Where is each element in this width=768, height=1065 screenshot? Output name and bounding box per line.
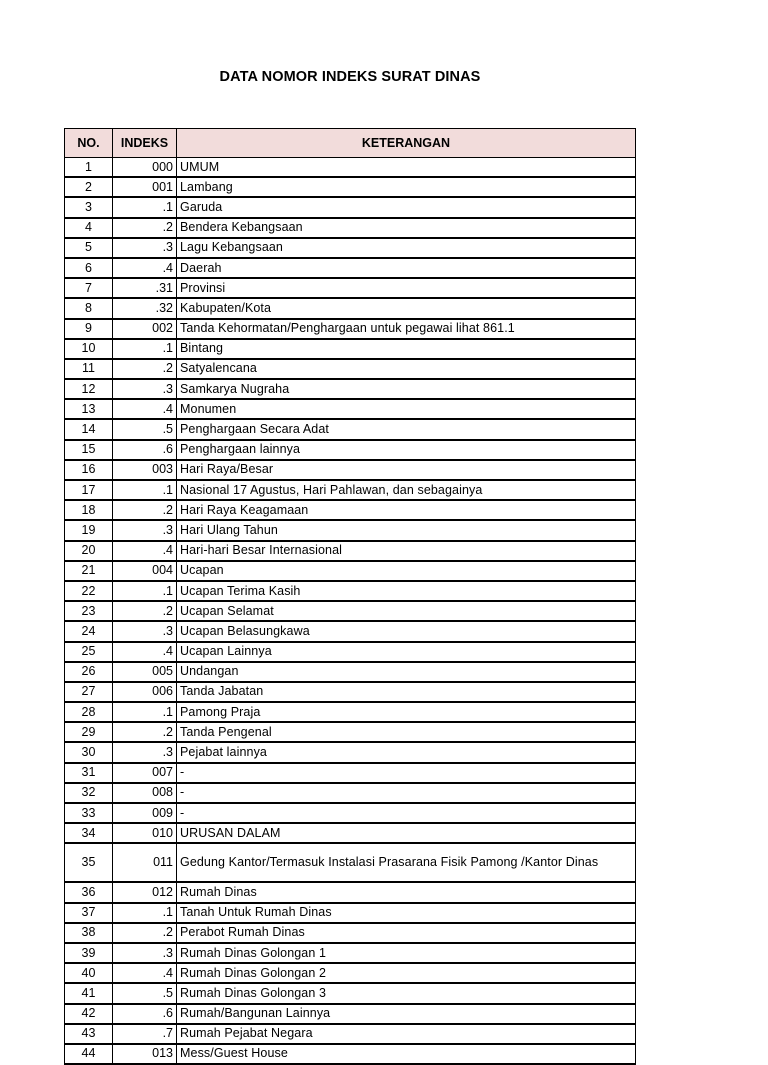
row-number-cell: 29 xyxy=(65,722,113,742)
row-indeks-cell: .4 xyxy=(113,258,177,278)
row-number-cell: 13 xyxy=(65,399,113,419)
row-number-cell: 32 xyxy=(65,783,113,803)
row-indeks-cell: 008 xyxy=(113,783,177,803)
row-number-cell: 33 xyxy=(65,803,113,823)
row-keterangan-cell: - xyxy=(177,763,636,783)
row-indeks-cell: .3 xyxy=(113,742,177,762)
row-indeks-cell: .1 xyxy=(113,702,177,722)
table-row xyxy=(65,278,636,298)
row-indeks-cell: 001 xyxy=(113,177,177,197)
row-number-cell: 26 xyxy=(65,662,113,682)
row-indeks-cell: .2 xyxy=(113,359,177,379)
table-row xyxy=(65,258,636,278)
table-row xyxy=(65,379,636,399)
row-keterangan-cell: Tanda Kehormatan/Penghargaan untuk pegawai lihat 861.1 xyxy=(177,319,636,339)
index-table xyxy=(64,128,636,1065)
row-number-cell: 37 xyxy=(65,903,113,923)
row-keterangan-cell: Hari Raya Keagamaan xyxy=(177,500,636,520)
row-number-cell: 23 xyxy=(65,601,113,621)
row-keterangan-cell: Rumah Dinas xyxy=(177,882,636,902)
row-indeks-cell: 005 xyxy=(113,662,177,682)
row-indeks-cell: .6 xyxy=(113,1004,177,1024)
column-header-indeks: INDEKS xyxy=(113,129,177,158)
row-keterangan-cell: Lambang xyxy=(177,177,636,197)
row-keterangan-cell: Undangan xyxy=(177,662,636,682)
row-number-cell: 16 xyxy=(65,460,113,480)
table-row xyxy=(65,339,636,359)
row-number-cell: 21 xyxy=(65,561,113,581)
row-number-cell: 42 xyxy=(65,1004,113,1024)
row-number-cell: 36 xyxy=(65,882,113,902)
table-row xyxy=(65,983,636,1003)
row-number-cell: 31 xyxy=(65,763,113,783)
table-body xyxy=(65,158,636,1065)
row-keterangan-cell: Ucapan Selamat xyxy=(177,601,636,621)
row-keterangan-cell: - xyxy=(177,783,636,803)
row-number-cell: 43 xyxy=(65,1024,113,1044)
row-indeks-cell: .2 xyxy=(113,601,177,621)
row-number-cell: 38 xyxy=(65,923,113,943)
row-keterangan-cell: UMUM xyxy=(177,158,636,178)
table-row xyxy=(65,843,636,882)
row-indeks-cell: .31 xyxy=(113,278,177,298)
row-number-cell: 3 xyxy=(65,197,113,217)
row-number-cell: 10 xyxy=(65,339,113,359)
table-row xyxy=(65,480,636,500)
table-row xyxy=(65,621,636,641)
row-indeks-cell: .1 xyxy=(113,480,177,500)
table-row xyxy=(65,500,636,520)
table-row xyxy=(65,541,636,561)
row-indeks-cell: 010 xyxy=(113,823,177,843)
table-row xyxy=(65,440,636,460)
row-keterangan-cell: Lagu Kebangsaan xyxy=(177,238,636,258)
table-row xyxy=(65,662,636,682)
row-keterangan-cell: Rumah Dinas Golongan 2 xyxy=(177,963,636,983)
row-keterangan-cell: Nasional 17 Agustus, Hari Pahlawan, dan sebagainya xyxy=(177,480,636,500)
row-keterangan-cell: URUSAN DALAM xyxy=(177,823,636,843)
row-number-cell: 7 xyxy=(65,278,113,298)
row-indeks-cell: .4 xyxy=(113,963,177,983)
row-indeks-cell: .5 xyxy=(113,419,177,439)
table-row xyxy=(65,158,636,178)
row-indeks-cell: 000 xyxy=(113,158,177,178)
table-row xyxy=(65,601,636,621)
row-indeks-cell: .2 xyxy=(113,500,177,520)
row-indeks-cell: 011 xyxy=(113,843,177,882)
table-row xyxy=(65,561,636,581)
table-row xyxy=(65,923,636,943)
row-indeks-cell: 004 xyxy=(113,561,177,581)
row-number-cell: 1 xyxy=(65,158,113,178)
table-row xyxy=(65,419,636,439)
row-number-cell: 11 xyxy=(65,359,113,379)
row-number-cell: 25 xyxy=(65,642,113,662)
page-title: DATA NOMOR INDEKS SURAT DINAS xyxy=(219,69,481,85)
row-indeks-cell: .1 xyxy=(113,581,177,601)
row-number-cell: 28 xyxy=(65,702,113,722)
row-keterangan-cell: Daerah xyxy=(177,258,636,278)
row-number-cell: 40 xyxy=(65,963,113,983)
row-number-cell: 17 xyxy=(65,480,113,500)
row-indeks-cell: .3 xyxy=(113,621,177,641)
row-keterangan-cell: Kabupaten/Kota xyxy=(177,298,636,318)
table-row xyxy=(65,823,636,843)
row-keterangan-cell: Bendera Kebangsaan xyxy=(177,218,636,238)
row-number-cell: 20 xyxy=(65,541,113,561)
row-keterangan-cell: Pamong Praja xyxy=(177,702,636,722)
table-row xyxy=(65,298,636,318)
row-keterangan-cell: Monumen xyxy=(177,399,636,419)
row-indeks-cell: 007 xyxy=(113,763,177,783)
row-indeks-cell: .4 xyxy=(113,642,177,662)
table-row xyxy=(65,218,636,238)
table-row xyxy=(65,903,636,923)
table-row xyxy=(65,642,636,662)
table-row xyxy=(65,682,636,702)
row-number-cell: 19 xyxy=(65,520,113,540)
row-indeks-cell: 009 xyxy=(113,803,177,823)
table-row xyxy=(65,1044,636,1064)
table-row xyxy=(65,882,636,902)
row-number-cell: 30 xyxy=(65,742,113,762)
row-number-cell: 22 xyxy=(65,581,113,601)
row-keterangan-cell: Ucapan Terima Kasih xyxy=(177,581,636,601)
row-keterangan-cell: Bintang xyxy=(177,339,636,359)
row-keterangan-cell: Rumah/Bangunan Lainnya xyxy=(177,1004,636,1024)
table-row xyxy=(65,963,636,983)
table-row xyxy=(65,197,636,217)
row-number-cell: 18 xyxy=(65,500,113,520)
table-row xyxy=(65,763,636,783)
row-indeks-cell: .3 xyxy=(113,379,177,399)
row-keterangan-cell: Ucapan xyxy=(177,561,636,581)
row-number-cell: 2 xyxy=(65,177,113,197)
row-number-cell: 27 xyxy=(65,682,113,702)
row-indeks-cell: .1 xyxy=(113,339,177,359)
row-indeks-cell: .1 xyxy=(113,197,177,217)
row-indeks-cell: .3 xyxy=(113,238,177,258)
row-number-cell: 41 xyxy=(65,983,113,1003)
row-keterangan-cell: Samkarya Nugraha xyxy=(177,379,636,399)
column-header-no: NO. xyxy=(65,129,113,158)
row-indeks-cell: .4 xyxy=(113,399,177,419)
row-number-cell: 6 xyxy=(65,258,113,278)
row-keterangan-cell: Tanda Pengenal xyxy=(177,722,636,742)
row-keterangan-cell: Provinsi xyxy=(177,278,636,298)
row-keterangan-cell: - xyxy=(177,803,636,823)
row-keterangan-cell: Gedung Kantor/Termasuk Instalasi Prasarana Fisik Pamong /Kantor Dinas xyxy=(177,843,636,882)
table-row xyxy=(65,581,636,601)
row-keterangan-cell: Penghargaan lainnya xyxy=(177,440,636,460)
row-keterangan-cell: Rumah Dinas Golongan 3 xyxy=(177,983,636,1003)
row-keterangan-cell: Ucapan Lainnya xyxy=(177,642,636,662)
row-indeks-cell: 006 xyxy=(113,682,177,702)
table-row xyxy=(65,1004,636,1024)
row-indeks-cell: 012 xyxy=(113,882,177,902)
table-row xyxy=(65,460,636,480)
row-keterangan-cell: Mess/Guest House xyxy=(177,1044,636,1064)
row-indeks-cell: 002 xyxy=(113,319,177,339)
row-indeks-cell: .3 xyxy=(113,520,177,540)
row-indeks-cell: 013 xyxy=(113,1044,177,1064)
column-header-keterangan: KETERANGAN xyxy=(177,129,636,158)
row-number-cell: 5 xyxy=(65,238,113,258)
row-number-cell: 8 xyxy=(65,298,113,318)
row-indeks-cell: .3 xyxy=(113,943,177,963)
table-row xyxy=(65,722,636,742)
row-keterangan-cell: Perabot Rumah Dinas xyxy=(177,923,636,943)
row-indeks-cell: .5 xyxy=(113,983,177,1003)
row-number-cell: 14 xyxy=(65,419,113,439)
row-keterangan-cell: Tanda Jabatan xyxy=(177,682,636,702)
row-keterangan-cell: Pejabat lainnya xyxy=(177,742,636,762)
row-keterangan-cell: Rumah Pejabat Negara xyxy=(177,1024,636,1044)
table-row xyxy=(65,399,636,419)
row-number-cell: 35 xyxy=(65,843,113,882)
table-row xyxy=(65,803,636,823)
row-number-cell: 39 xyxy=(65,943,113,963)
row-keterangan-cell: Hari Raya/Besar xyxy=(177,460,636,480)
row-indeks-cell: .32 xyxy=(113,298,177,318)
row-number-cell: 24 xyxy=(65,621,113,641)
table-row xyxy=(65,1024,636,1044)
row-keterangan-cell: Garuda xyxy=(177,197,636,217)
row-number-cell: 34 xyxy=(65,823,113,843)
row-indeks-cell: .2 xyxy=(113,218,177,238)
row-indeks-cell: .2 xyxy=(113,722,177,742)
row-indeks-cell: .1 xyxy=(113,903,177,923)
row-number-cell: 15 xyxy=(65,440,113,460)
row-indeks-cell: .7 xyxy=(113,1024,177,1044)
table-row xyxy=(65,177,636,197)
table-row xyxy=(65,783,636,803)
row-indeks-cell: .6 xyxy=(113,440,177,460)
table-row xyxy=(65,520,636,540)
row-indeks-cell: .4 xyxy=(113,541,177,561)
table-row xyxy=(65,359,636,379)
row-keterangan-cell: Hari Ulang Tahun xyxy=(177,520,636,540)
table-row xyxy=(65,742,636,762)
row-keterangan-cell: Tanah Untuk Rumah Dinas xyxy=(177,903,636,923)
table-header-row xyxy=(65,129,636,158)
row-indeks-cell: .2 xyxy=(113,923,177,943)
row-number-cell: 4 xyxy=(65,218,113,238)
row-indeks-cell: 003 xyxy=(113,460,177,480)
table-row xyxy=(65,238,636,258)
table-row xyxy=(65,943,636,963)
table-row xyxy=(65,702,636,722)
row-keterangan-cell: Penghargaan Secara Adat xyxy=(177,419,636,439)
row-keterangan-cell: Rumah Dinas Golongan 1 xyxy=(177,943,636,963)
row-number-cell: 9 xyxy=(65,319,113,339)
row-keterangan-cell: Ucapan Belasungkawa xyxy=(177,621,636,641)
row-keterangan-cell: Hari-hari Besar Internasional xyxy=(177,541,636,561)
row-number-cell: 44 xyxy=(65,1044,113,1064)
row-keterangan-cell: Satyalencana xyxy=(177,359,636,379)
table-row xyxy=(65,319,636,339)
row-number-cell: 12 xyxy=(65,379,113,399)
